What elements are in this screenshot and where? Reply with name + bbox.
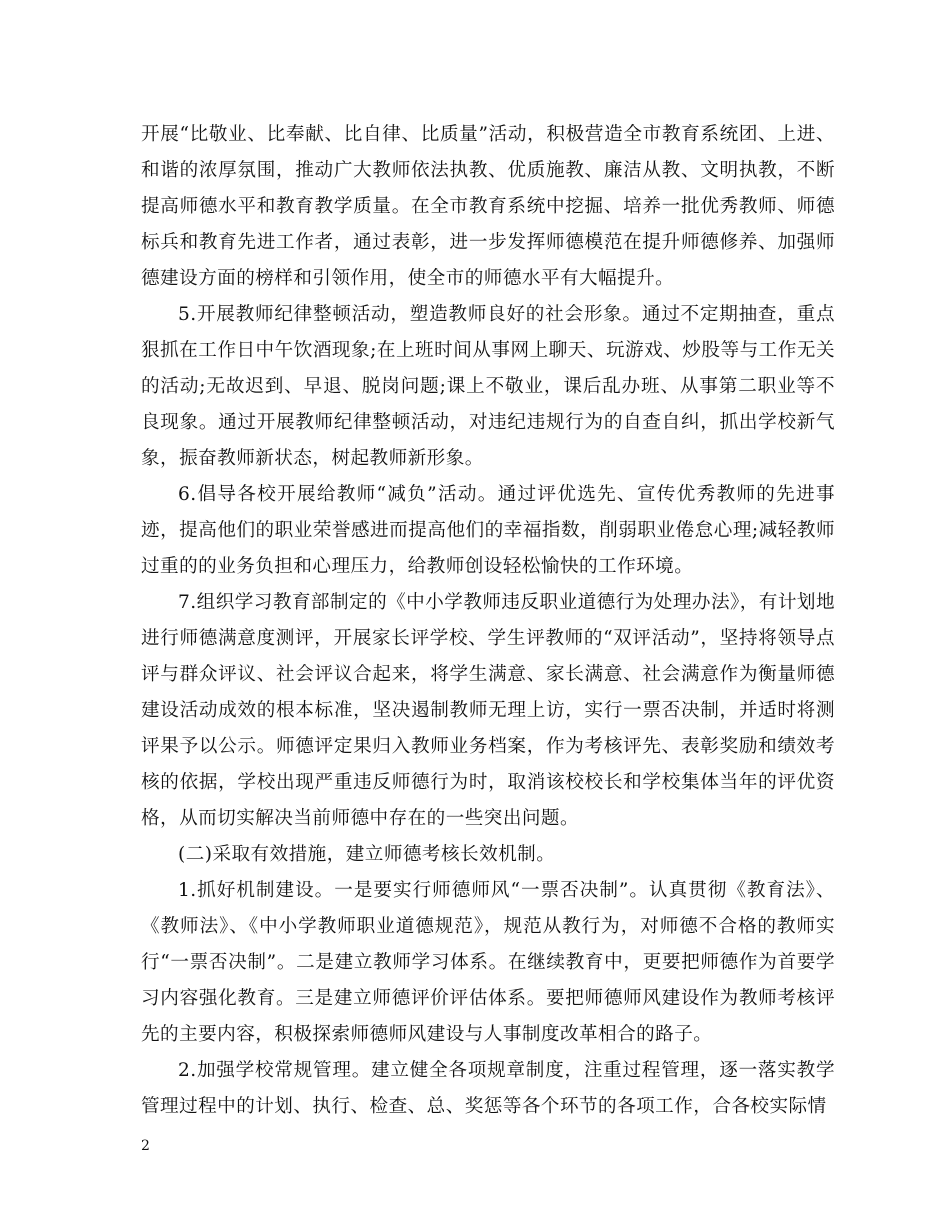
paragraph: 开展“比敬业、比奉献、比自律、比质量”活动，积极营造全市教育系统团、上进、和谐的浓厚氛围，推动广大教师依法执教、优质施教、廉洁从教、文明执教，不断提高师德水平和教育教学质量。在全市教育系统中挖掘、培养一批优秀教师、师德标兵和教育先进工作者，通过表彰，进一步发挥师德模范在提升师德修养、加强师德建设方面的榜样和引领作用，使全市的师德水平有大幅提升。 [141, 124, 835, 289]
paragraph: 1.抓好机制建设。一是要实行师德师风“一票否决制”。认真贯彻《教育法》、《教师法》、《中小学教师职业道德规范》，规范从教行为，对师德不合格的教师实行“一票否决制”。二是建立教师学习体系。在继续教育中，更要把师德作为首要学习内容强化教育。三是建立师德评价评估体系。要把师德师风建设作为教师考核评先的主要内容，积极探索师德师风建设与人事制度改革相合的路子。 [141, 880, 835, 1045]
paragraph: 7.组织学习教育部制定的《中小学教师违反职业道德行为处理办法》，有计划地进行师德满意度测评，开展家长评学校、学生评教师的“双评活动”，坚持将领导点评与群众评议、社会评议合起来，将学生满意、家长满意、社会满意作为衡量师德建设活动成效的根本标准，坚决遏制教师无理上访，实行一票否决制，并适时将测评果予以公示。师德评定果归入教师业务档案，作为考核评先、表彰奖励和绩效考核的依据，学校出现严重违反师德行为时，取消该校校长和学校集体当年的评优资格，从而切实解决当前师德中存在的一些突出问题。 [141, 592, 835, 829]
paragraph: 5.开展教师纪律整顿活动，塑造教师良好的社会形象。通过不定期抽查，重点狠抓在工作日中午饮酒现象;在上班时间从事网上聊天、玩游戏、炒股等与工作无关的活动;无故迟到、早退、脱岗问题;课上不敬业，课后乱办班、从事第二职业等不良现象。通过开展教师纪律整顿活动，对违纪违规行为的自查自纠，抓出学校新气象，振奋教师新状态，树起教师新形象。 [141, 304, 835, 469]
page-number: 2 [141, 1138, 150, 1154]
body-text [141, 117, 835, 1125]
paragraph: 6.倡导各校开展给教师“减负”活动。通过评优选先、宣传优秀教师的先进事迹，提高他们的职业荣誉感进而提高他们的幸福指数，削弱职业倦怠心理;减轻教师过重的的业务负担和心理压力，给教师创设轻松愉快的工作环境。 [141, 484, 835, 577]
section-heading: (二)采取有效措施，建立师德考核长效机制。 [178, 844, 556, 865]
paragraph: 2.加强学校常规管理。建立健全各项规章制度，注重过程管理，逐一落实教学管理过程中的计划、执行、检查、总、奖惩等各个环节的各项工作，合各校实际情 [141, 1060, 835, 1117]
